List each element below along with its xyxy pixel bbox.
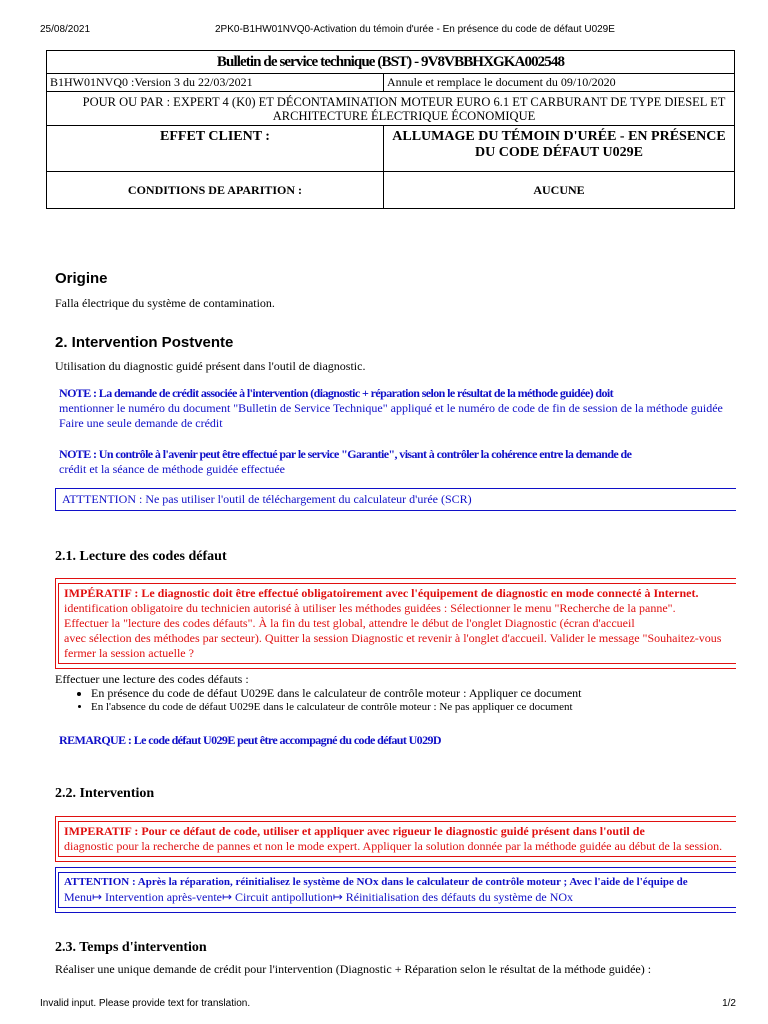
imperatif-internet-line2: identification obligatoire du technicien autorisé à utiliser les méthodes guidées : Sélectionner le menu "Recherche de la panne".: [64, 601, 676, 615]
imperatif-internet-line5: fermer la session actuelle ?: [64, 646, 194, 660]
attention-scr-box: [55, 488, 736, 511]
note-controle-line1: NOTE : Un contrôle à l'avenir peut être effectué par le service "Garantie", visant à contrôler la cohérence entre la demande de: [59, 447, 632, 461]
lecture-heading: 2.1. Lecture des codes défaut: [55, 549, 227, 564]
temps-text: Réaliser une unique demande de crédit pour l'intervention (Diagnostic + Réparation selon le résultat de la méthode guidée) :: [55, 962, 652, 976]
imperatif-internet-line3: Effectuer la "lecture des codes défauts". À la fin du test global, attendre le début de l'onglet Diagnostic (écran d'accueil: [64, 616, 635, 630]
bulletin-title: Bulletin de service technique (BST) - 9V8VBBHXGKA002548: [47, 51, 735, 74]
attention-nox-line1: ATTENTION : Après la réparation, réinitialisez le système de NOx dans le calculateur de contrôle moteur ; Avec l'aide de l'équipe de: [64, 876, 688, 888]
imperatif-internet-line1: IMPÉRATIF : Le diagnostic doit être effectué obligatoirement avec l'équipement de diagnostic en mode connecté à Internet.: [64, 586, 699, 600]
effect-value: ALLUMAGE DU TÉMOIN D'URÉE - EN PRÉSENCE DU CODE DÉFAUT U029E: [384, 126, 735, 172]
imperatif-guided-line2: diagnostic pour la recherche de pannes et non le mode expert. Appliquer la solution donnée par la méthode guidée au début de la session.: [64, 839, 723, 853]
bulletin-reference: B1HW01NVQ0 :Version 3 du 22/03/2021: [47, 74, 384, 92]
intervention-heading: 2.2. Intervention: [55, 786, 155, 801]
page-number: 1/2: [722, 998, 736, 1009]
effect-label: EFFET CLIENT :: [47, 126, 384, 172]
postvente-heading: 2. Intervention Postvente: [55, 334, 234, 351]
attention-nox-box: [55, 867, 736, 913]
print-date: 25/08/2021: [40, 24, 91, 35]
conditions-value: AUCUNE: [384, 172, 735, 209]
imperatif-internet-line4: avec sélection des méthodes par secteur). Quitter la session Diagnostic et revenir à l'onglet d'accueil. Valider le message "Souhaitez-vous: [64, 631, 722, 645]
list-item: • En l'absence du code de défaut U029E dans le calculateur de contrôle moteur : Ne pas appliquer ce document: [91, 700, 768, 714]
note-controle: [59, 447, 739, 477]
attention-nox-line2: Menu↦ Intervention après-vente↦ Circuit antipollution↦ Réinitialisation des défauts du système de NOx: [64, 890, 574, 904]
postvente-text: Utilisation du diagnostic guidé présent dans l'outil de diagnostic.: [55, 359, 366, 373]
imperatif-internet-box: [55, 578, 736, 669]
lecture-intro: Effectuer une lecture des codes défauts :: [55, 672, 249, 686]
origine-heading: Origine: [55, 270, 108, 287]
bulletin-scope: POUR OU PAR : EXPERT 4 (K0) ET DÉCONTAMINATION MOTEUR EURO 6.1 ET CARBURANT DE TYPE DIESEL ET ARCHITECTURE ÉLECTRIQUE ÉCONOMIQUE: [47, 92, 735, 126]
imperatif-guided-line1: IMPERATIF : Pour ce défaut de code, utiliser et appliquer avec rigueur le diagnostic guidé présent dans l'outil de: [64, 824, 645, 838]
list-item: • En présence du code de défaut U029E dans le calculateur de contrôle moteur : Appliquer ce document: [91, 686, 768, 700]
bulletin-replaces: Annule et remplace le document du 09/10/2020: [384, 74, 735, 92]
footer-note: Invalid input. Please provide text for translation.: [40, 998, 251, 1009]
page-footer: [40, 998, 736, 1012]
note-credit-line3: Faire une seule demande de crédit: [59, 416, 223, 430]
note-controle-line2: crédit et la séance de méthode guidée effectuée: [59, 462, 285, 476]
note-credit: [59, 386, 739, 431]
temps-heading: 2.3. Temps d'intervention: [55, 940, 207, 955]
conditions-label: CONDITIONS DE APARITION :: [47, 172, 384, 209]
imperatif-guided-box: [55, 816, 736, 862]
origine-text: Falla électrique du système de contamination.: [55, 296, 275, 310]
remarque-text: REMARQUE : Le code défaut U029E peut être accompagné du code défaut U029D: [59, 733, 441, 747]
bulletin-table: [46, 50, 735, 209]
attention-scr-text: ATTTENTION : Ne pas utiliser l'outil de téléchargement du calculateur d'urée (SCR): [62, 492, 472, 506]
document-title: 2PK0-B1HW01NVQ0-Activation du témoin d'urée - En présence du code de défaut U029E: [215, 24, 615, 35]
lecture-bullets: [55, 686, 768, 714]
page-header: [40, 24, 736, 38]
note-credit-line1: NOTE : La demande de crédit associée à l'intervention (diagnostic + réparation selon le résultat de la méthode guidée) doit: [59, 386, 613, 400]
note-credit-line2: mentionner le numéro du document "Bulletin de Service Technique" appliqué et le numéro de code de fin de session de la méthode guidée: [59, 401, 723, 415]
